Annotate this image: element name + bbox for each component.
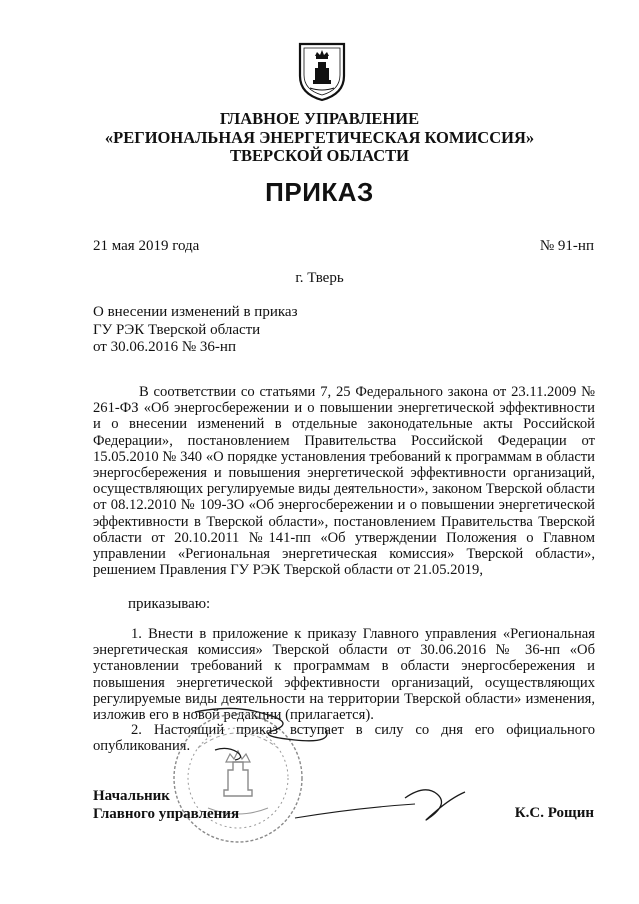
document-city: г. Тверь: [295, 270, 344, 286]
order-word: приказываю:: [128, 596, 211, 612]
signatory-position-line-1: Начальник: [93, 788, 170, 804]
tver-coat-of-arms-icon: [296, 40, 348, 102]
subject-line-3: от 30.06.2016 № 36-нп: [93, 339, 236, 355]
signatory-position: [93, 787, 239, 823]
document-number: № 91-нп: [539, 238, 594, 254]
org-name-line-2: «РЕГИОНАЛЬНАЯ ЭНЕРГЕТИЧЕСКАЯ КОМИССИЯ»: [104, 128, 535, 147]
signatory-position-line-2: Главного управления: [93, 806, 240, 822]
document-type-title: ПРИКАЗ: [265, 177, 374, 207]
org-name-line-3: ТВЕРСКОЙ ОБЛАСТИ: [229, 146, 410, 165]
subject-line-1: О внесении изменений в приказ: [93, 304, 298, 320]
signatory-name: К.С. Рощин: [514, 805, 594, 821]
document-subject: [93, 304, 298, 357]
org-name-line-1: ГЛАВНОЕ УПРАВЛЕНИЕ: [219, 109, 420, 128]
order-item-2: 2. Настоящий приказ вступает в силу со дня его официального опубликования.: [93, 722, 595, 755]
subject-line-2: ГУ РЭК Тверской области: [93, 321, 261, 338]
document-date: 21 мая 2019 года: [93, 238, 200, 254]
preamble-paragraph: В соответствии со статьями 7, 25 Федерального закона от 23.11.2009 № 261-ФЗ «Об энергосбережении и о повышении энергетической эффективности и о внесении изменений в отдельные законодательные акты Российской Федерации», постановлением Правительства Российской Федерации от 15.05.2010 № 340 «О порядке установления требований к программам в области энергосбережения и повышения энергетической эффективности организаций, осуществляющих регулируемые виды деятельности», законом Тверской области от 08.12.2010 № 109-ЗО «Об энергосбережении и о повышении энергетической эффективности в Тверской области», постановлением Правительства Тверской области от 20.10.2011 №141-пп «Об утверждении Положения о Главном управлении «Региональная энергетическая комиссия» Тверской области», решением Правления ГУ РЭК Тверской области от 21.05.2019,: [93, 384, 595, 579]
order-item-1: 1. Внести в приложение к приказу Главного управления «Региональная энергетическая комиссия» Тверской области от 30.06.2016 № 36-нп «Об установлении требований к программам в области энергосбережения и повышения энергетической эффективности организаций, осуществляющих регулируемые виды деятельности на территории Тверской области» изменения, изложив его в новой редакции (прилагается).: [93, 626, 595, 724]
